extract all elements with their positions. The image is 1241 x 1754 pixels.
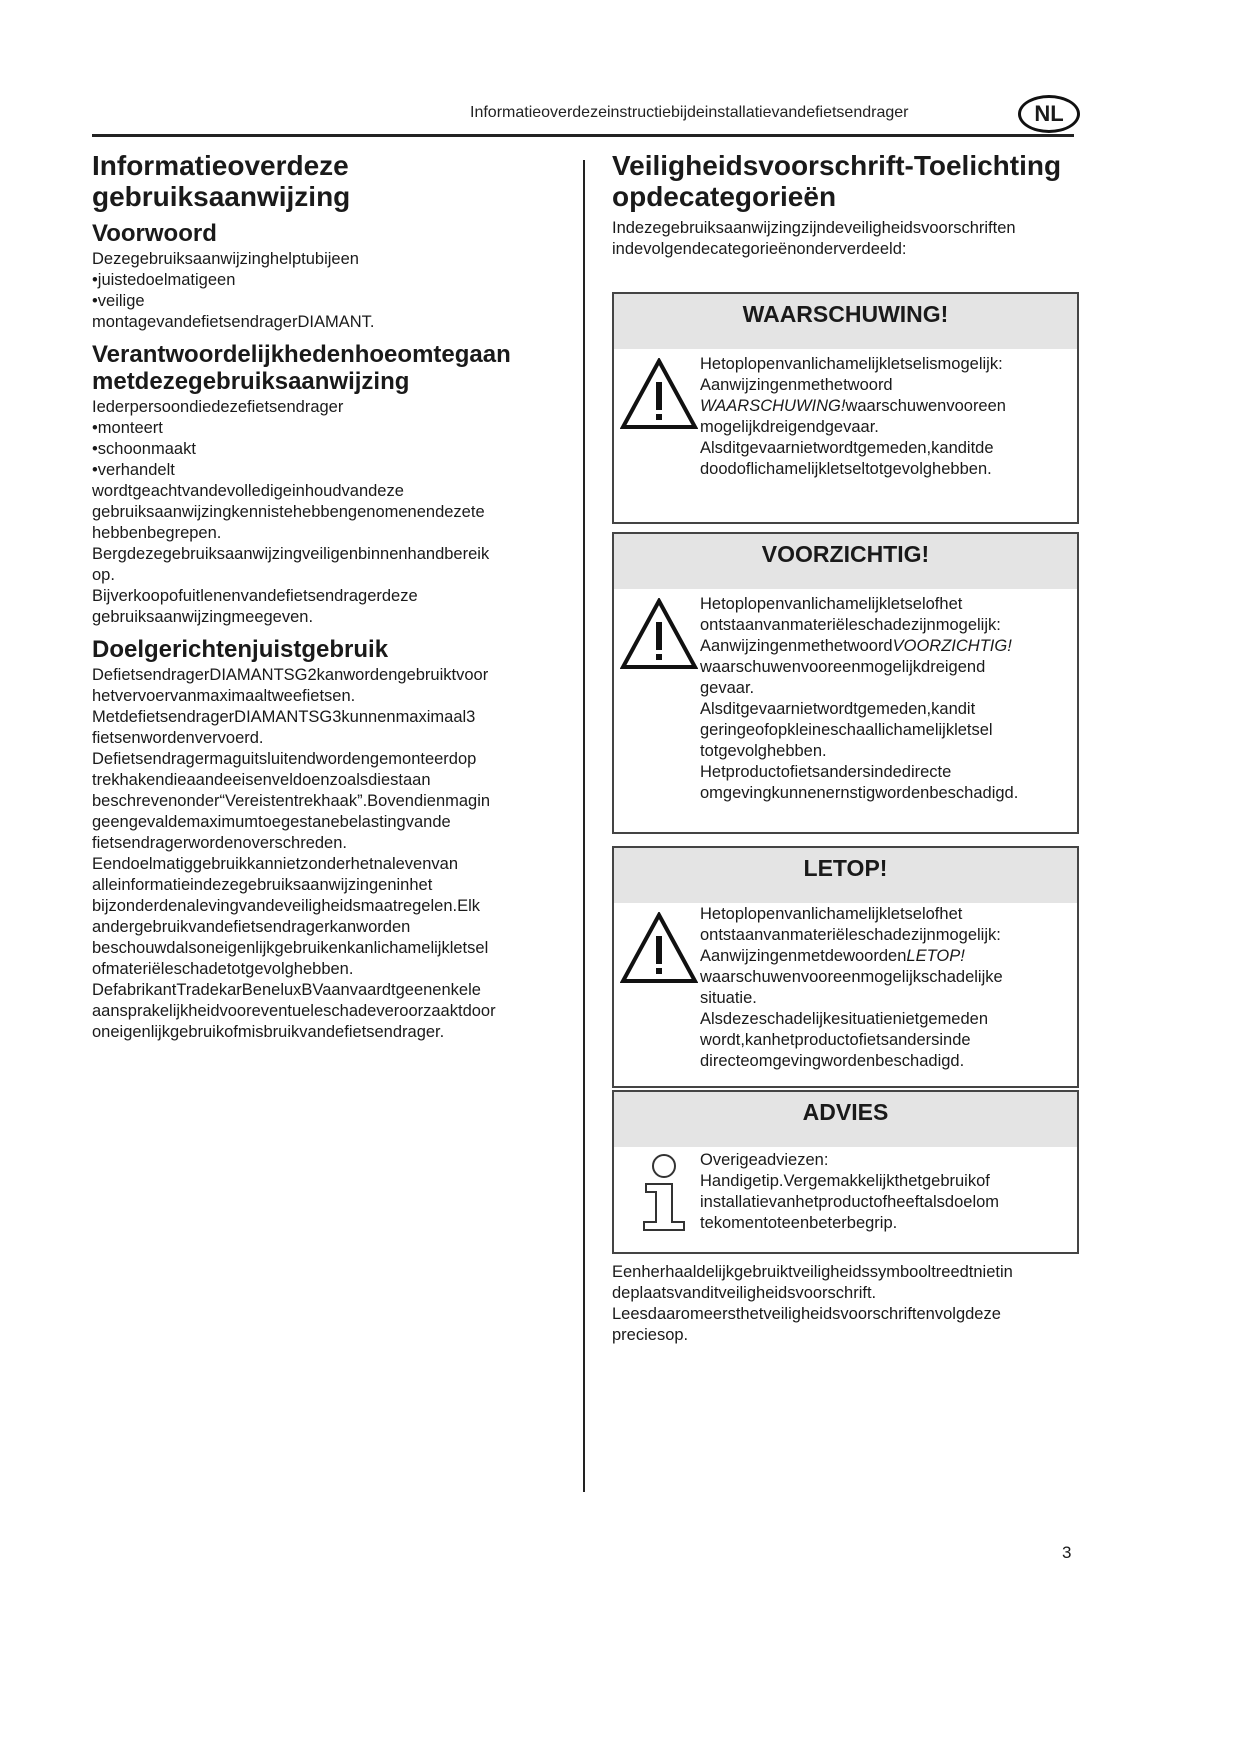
advice-box-text [700, 1150, 1069, 1234]
text-line: situatie. [700, 989, 757, 1007]
doelgericht-line: alleinformatieindezegebruiksaanwijzingeninhet [92, 876, 433, 894]
warning-triangle-icon [620, 598, 698, 670]
doelgericht-line: andergebruikvandefietsendragerkanworden [92, 918, 411, 936]
page-title [92, 150, 532, 212]
warning-box-text [700, 354, 1069, 480]
safety-title-line-1: Veiligheidsvoorschrift-Toelichting [612, 150, 1062, 181]
keyword-emphasis: WAARSCHUWING! [700, 397, 846, 415]
verantwoordelijk-line: Bijverkoopofuitlenenvandefietsendragerdeze [92, 587, 418, 605]
header-title: Informatieoverdezeinstructiebijdeinstallatievandefietsendrager [470, 104, 909, 121]
text-line: Hetoplopenvanlichamelijkletselismogelijk: [700, 355, 1003, 373]
verantwoordelijk-line: gebruiksaanwijzingkennistehebbengenomenendezete [92, 503, 485, 521]
footnote-line: preciesop. [612, 1326, 689, 1344]
text-line: Hetproductofietsandersindedirecte [700, 763, 952, 781]
warning-box [612, 292, 1079, 524]
heading-line: metdezegebruiksaanwijzing [92, 368, 410, 395]
attention-box-title: LETOP! [614, 848, 1077, 903]
text-line: installatievanhetproductofheeftalsdoelom [700, 1193, 1000, 1211]
text-line: directeomgevingwordenbeschadigd. [700, 1052, 965, 1070]
text-line: mogelijkdreigendgevaar. [700, 418, 879, 436]
verantwoordelijk-line: •verhandelt [92, 461, 175, 479]
voorwoord-line: •juistedoelmatigeen [92, 271, 236, 289]
doelgericht-line: beschrevenonder“Vereistentrekhaak”.Bovendienmagin [92, 792, 491, 810]
column-divider [583, 160, 585, 1492]
caution-box-title: VOORZICHTIG! [614, 534, 1077, 589]
page-title-line-2: gebruiksaanwijzing [92, 181, 351, 212]
caution-box-text [700, 594, 1069, 804]
doelgericht-line: DefietsendragerDIAMANTSG2kanwordengebruiktvoor [92, 666, 489, 684]
verantwoordelijk-line: Bergdezegebruiksaanwijzingveiligenbinnenhandbereik [92, 545, 490, 563]
voorwoord-line: Dezegebruiksaanwijzinghelptubijeen [92, 250, 359, 268]
safety-title [612, 150, 1077, 212]
text-span: Aanwijzingenmetdewoorden [700, 947, 907, 965]
doelgericht-line: MetdefietsendragerDIAMANTSG3kunnenmaximaal3 [92, 708, 476, 726]
verantwoordelijk-line: wordtgeachtvandevolledigeinhoudvandeze [92, 482, 404, 500]
attention-box-text [700, 904, 1069, 1072]
page-number: 3 [1062, 1543, 1072, 1562]
doelgericht-line: fietsendragerwordenoverschreden. [92, 834, 347, 852]
text-line: Hetoplopenvanlichamelijkletselofhet [700, 595, 963, 613]
footnote-line: deplaatsvanditveiligheidsvoorschrift. [612, 1284, 877, 1302]
left-column [92, 150, 532, 1043]
doelgericht-line: trekhakendieaandeeisenveldoenzoalsdiestaan [92, 771, 431, 789]
text-line [700, 946, 1069, 967]
doelgericht-line: oneigenlijkgebruikofmisbruikvandefietsendrager. [92, 1023, 445, 1041]
text-line: Handigetip.Vergemakkelijkthetgebruikof [700, 1172, 990, 1190]
doelgericht-line: fietsenwordenvervoerd. [92, 729, 264, 747]
text-line: doodoflichamelijkletseltotgevolghebben. [700, 460, 992, 478]
heading-line: Verantwoordelijkhedenhoeomtegaan [92, 341, 511, 368]
text-line: Hetoplopenvanlichamelijkletselofhet [700, 905, 963, 923]
text-line: ontstaanvanmateriëleschadezijnmogelijk: [700, 926, 1001, 944]
doelgericht-line: ofmateriëleschadetotgevolghebben. [92, 960, 354, 978]
advice-box-title: ADVIES [614, 1092, 1077, 1147]
doelgericht-line: bijzonderdenalevingvandeveiligheidsmaatregelen.Elk [92, 897, 481, 915]
text-line: Alsdezeschadelijkesituatienietgemeden [700, 1010, 989, 1028]
footnote-line: Leesdaaromeersthetveiligheidsvoorschriftenvolgdeze [612, 1305, 1001, 1323]
doelgericht-line: Eendoelmatiggebruikkannietzonderhetnalevenvan [92, 855, 459, 873]
text-span: Aanwijzingenmethetwoord [700, 637, 893, 655]
warning-triangle-icon [620, 912, 698, 984]
warning-triangle-icon [620, 358, 698, 430]
verantwoordelijk-line: Iederpersoondiedezefietsendrager [92, 398, 344, 416]
warning-box-title: WAARSCHUWING! [614, 294, 1077, 349]
text-line: Aanwijzingenmethetwoord [700, 376, 893, 394]
text-line: geringeofopkleineschaallichamelijkletsel [700, 721, 993, 739]
verantwoordelijk-line: gebruiksaanwijzingmeegeven. [92, 608, 314, 626]
safety-title-line-2: opdecategorieën [612, 181, 837, 212]
text-line: totgevolghebben. [700, 742, 827, 760]
section-heading-verantwoordelijkheden [92, 341, 532, 395]
text-line: omgevingkunnenernstigwordenbeschadigd. [700, 784, 1019, 802]
text-span: waarschuwenvooreen [845, 397, 1006, 415]
keyword-emphasis: VOORZICHTIG! [892, 637, 1012, 655]
doelgericht-line: Defietsendragermaguitsluitendwordengemonteerdop [92, 750, 477, 768]
verantwoordelijk-line: op. [92, 566, 115, 584]
text-line: waarschuwenvooreenmogelijkdreigend [700, 658, 986, 676]
doelgericht-line: DefabrikantTradekarBeneluxBVaanvaardtgeenenkele [92, 981, 481, 999]
info-icon [634, 1152, 694, 1234]
header-divider [92, 134, 1074, 137]
verantwoordelijk-line: •schoonmaakt [92, 440, 196, 458]
page-title-line-1: Informatieoverdeze [92, 150, 349, 181]
doelgericht-line: hetvervoervanmaximaaltweefietsen. [92, 687, 356, 705]
language-badge: NL [1018, 95, 1080, 133]
footnote-line: Eenherhaaldelijkgebruiktveiligheidssymbooltreedtnietin [612, 1263, 1013, 1281]
verantwoordelijk-line: hebbenbegrepen. [92, 524, 222, 542]
text-line: waarschuwenvooreenmogelijkschadelijke [700, 968, 1003, 986]
right-column [612, 150, 1077, 260]
voorwoord-line: •veilige [92, 292, 145, 310]
text-line: Alsditgevaarnietwordtgemeden,kanditde [700, 439, 994, 457]
intro-line: indevolgendecategorieënonderverdeeld: [612, 240, 907, 258]
intro-line: Indezegebruiksaanwijzingzijndeveiligheidsvoorschriften [612, 219, 1016, 237]
attention-box [612, 846, 1079, 1088]
voorwoord-line: montagevandefietsendragerDIAMANT. [92, 313, 375, 331]
text-line [700, 396, 1069, 417]
text-line [700, 636, 1069, 657]
caution-box [612, 532, 1079, 834]
doelgericht-line: geengevaldemaximumtoegestanebelastingvande [92, 813, 451, 831]
text-line: gevaar. [700, 679, 755, 697]
advice-box [612, 1090, 1079, 1254]
text-line: ontstaanvanmateriëleschadezijnmogelijk: [700, 616, 1001, 634]
text-line: tekomentoteenbeterbegrip. [700, 1214, 898, 1232]
section-heading-doelgericht: Doelgerichtenjuistgebruik [92, 636, 389, 663]
keyword-emphasis: LETOP! [906, 947, 965, 965]
text-line: wordt,kanhetproductofietsandersinde [700, 1031, 971, 1049]
text-line: Alsditgevaarnietwordtgemeden,kandit [700, 700, 976, 718]
safety-footnote [612, 1262, 1077, 1346]
doelgericht-line: aansprakelijkheidvooreventueleschadeveroorzaaktdoor [92, 1002, 496, 1020]
section-heading-voorwoord: Voorwoord [92, 220, 217, 247]
verantwoordelijk-line: •monteert [92, 419, 163, 437]
text-line: Overigeadviezen: [700, 1151, 829, 1169]
doelgericht-line: beschouwdalsoneigenlijkgebruikenkanlichamelijkletsel [92, 939, 489, 957]
